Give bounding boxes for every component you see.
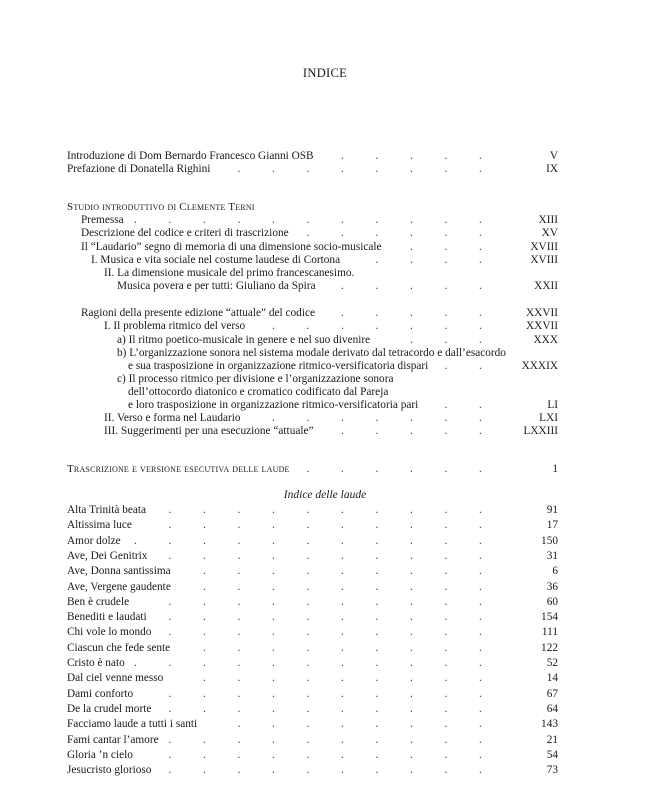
toc-page-number: LXXIII: [523, 425, 558, 437]
toc-entry-title: Cristo è nato: [67, 657, 125, 669]
toc-entry-title: Alta Trinità beata: [67, 504, 147, 516]
toc-page-number: 60: [546, 596, 558, 608]
dot-leader: . .: [444, 360, 482, 372]
toc-page-number: LI: [547, 399, 558, 411]
dot-leader: . . . . .: [341, 150, 482, 162]
laude-index-entry: [0, 687, 650, 701]
toc-entry-studio: [0, 279, 650, 293]
toc-entry-studio: [0, 319, 650, 333]
toc-entry-title: Ciascun che fede sente: [67, 642, 171, 654]
dot-leader: . . . . .: [341, 280, 482, 292]
toc-entry-title: Benediti e laudati: [67, 611, 147, 623]
laude-index-entry: [0, 625, 650, 639]
toc-entry-title: Studio introduttivo di Clemente Terni: [67, 201, 255, 213]
toc-page-number: LXI: [539, 412, 558, 424]
toc-entry-title: Prefazione di Donatella Righini: [67, 163, 211, 175]
toc-entry-title: De la crudel morte: [67, 703, 152, 715]
laude-index-entry: [0, 656, 650, 670]
toc-page-number: 14: [546, 672, 558, 684]
laude-index-entry: [0, 641, 650, 655]
toc-entry-prefazione: [0, 162, 650, 176]
toc-entry-title: Trascrizione e versione esecutiva delle laude: [67, 463, 290, 475]
laude-index-entry: [0, 702, 650, 716]
dot-leader: . . . . . . . .: [237, 718, 482, 730]
toc-entry-studio: [0, 424, 650, 438]
laude-index-entry: [0, 671, 650, 685]
section-heading-studio: [0, 200, 650, 214]
dot-leader: . . .: [410, 241, 482, 253]
toc-page-number: XVIII: [530, 241, 558, 253]
laude-index-entry: [0, 503, 650, 517]
dot-leader: . . . .: [375, 254, 482, 266]
toc-page-number: 36: [546, 581, 558, 593]
laude-index-title: Indice delle laude: [283, 489, 367, 501]
laude-index-entry: [0, 534, 650, 548]
toc-entry-studio: [0, 398, 650, 412]
toc-entry-title: Premessa: [81, 214, 124, 226]
toc-entry-title: Il “Laudario” segno di memoria di una dimensione socio-musicale: [81, 241, 382, 253]
toc-page-number: 122: [541, 642, 558, 654]
toc-entry-studio: [0, 372, 650, 386]
dot-leader: . . . . .: [341, 307, 482, 319]
dot-leader: . . . . . . . . . .: [168, 504, 482, 516]
toc-entry-studio: [0, 266, 650, 280]
toc-page-number: XVIII: [530, 254, 558, 266]
dot-leader: . . . . . . . . . .: [168, 734, 482, 746]
toc-entry-studio: [0, 385, 650, 399]
toc-entry-title: II. La dimensione musicale del primo francescanesimo.: [104, 267, 355, 279]
toc-entry-title: Fami cantar l’amore: [67, 734, 159, 746]
dot-leader: . . . . . . . . .: [203, 642, 482, 654]
laude-index-entry: [0, 549, 650, 563]
toc-page-number: XXII: [534, 280, 558, 292]
dot-leader: . . . . . . . . . .: [168, 519, 482, 531]
toc-entry-title: dell’ottocordo diatonico e cromatico codificato dal Pareja: [128, 386, 389, 398]
toc-page-number: 73: [546, 764, 558, 776]
toc-entry-title: Dal ciel venne messo: [67, 672, 164, 684]
toc-entry-title: Facciamo laude a tutti i santi: [67, 718, 198, 730]
toc-page-number: 64: [546, 703, 558, 715]
dot-leader: . . . . . . . . . .: [168, 596, 482, 608]
toc-page-number: 1: [552, 463, 558, 475]
toc-entry-studio: [0, 213, 650, 227]
toc-entry-title: Ave, Vergene gaudente: [67, 581, 171, 593]
dot-leader: . . . . . .: [306, 227, 482, 239]
toc-page-number: 17: [546, 519, 558, 531]
toc-entry-title: Chi vole lo mondo: [67, 626, 152, 638]
laude-index-entry: [0, 518, 650, 532]
toc-entry-title: e sua trasposizione in organizzazione ritmico-versificatoria dispari: [128, 360, 429, 372]
toc-page-number: 6: [552, 565, 558, 577]
dot-leader: . . . . . . . . . .: [168, 550, 482, 562]
dot-leader: . . . . . . . . . . .: [134, 535, 482, 547]
dot-leader: . . . . . . . . .: [203, 565, 482, 577]
toc-entry-title: Ragioni della presente edizione “attuale” del codice: [81, 307, 315, 319]
toc-entry-title: c) Il processo ritmico per divisione e l’organizzazione sonora: [117, 373, 394, 385]
dot-leader: . . . . . . .: [272, 412, 482, 424]
dot-leader: . . . . . . . . . . .: [134, 214, 482, 226]
toc-entry-title: Musica povera e per tutti: Giuliano da Spira: [117, 280, 316, 292]
toc-page-number: XXVII: [526, 320, 558, 332]
toc-entry-title: II. Verso e forma nel Laudario: [104, 412, 241, 424]
toc-entry-title: Jesucristo glorioso: [67, 764, 152, 776]
toc-page-number: 150: [541, 535, 558, 547]
toc-entry-title: Amor dolze: [67, 535, 121, 547]
dot-leader: . . . . . . . . . .: [168, 688, 482, 700]
dot-leader: . . . . . . . . . .: [168, 626, 482, 638]
toc-entry-title: Descrizione del codice e criteri di trascrizione: [81, 227, 289, 239]
toc-page-number: XV: [541, 227, 558, 239]
toc-page-number: 67: [546, 688, 558, 700]
dot-leader: . . . . . . . . . .: [168, 703, 482, 715]
toc-entry-studio: [0, 411, 650, 425]
toc-page-number: XXXIX: [521, 360, 558, 372]
laude-index-entry: [0, 564, 650, 578]
toc-page-number: XXVII: [526, 307, 558, 319]
dot-leader: . . . . . . . .: [237, 163, 482, 175]
toc-entry-title: Altissima luce: [67, 519, 132, 531]
dot-leader: . . . . . . . . . .: [168, 764, 482, 776]
page-title: INDICE: [302, 66, 348, 80]
toc-entry-studio: [0, 359, 650, 373]
toc-entry-title: b) L’organizzazione sonora nel sistema modale derivato dal tetracordo e dall’esacordo: [117, 347, 506, 359]
toc-entry-title: Dami conforto: [67, 688, 134, 700]
dot-leader: . . . . .: [341, 425, 482, 437]
toc-page-number: 52: [546, 657, 558, 669]
toc-page-number: 154: [541, 611, 558, 623]
dot-leader: . . . . . .: [306, 463, 482, 475]
toc-entry-title: III. Suggerimenti per una esecuzione “attuale”: [104, 425, 314, 437]
toc-entry-title: a) Il ritmo poetico-musicale in genere e nel suo divenire: [117, 334, 371, 346]
laude-index-entry: [0, 580, 650, 594]
laude-index-entry: [0, 748, 650, 762]
toc-page-number: 21: [546, 734, 558, 746]
section-heading-trascrizione: [0, 462, 650, 476]
toc-entry-title: Ave, Dei Genitrix: [67, 550, 148, 562]
toc-entry-title: Ave, Donna santissima: [67, 565, 171, 577]
toc-page-number: XIII: [538, 214, 558, 226]
toc-page-number: IX: [546, 163, 558, 175]
toc-page-number: 31: [546, 550, 558, 562]
toc-page-number: V: [549, 150, 558, 162]
toc-entry-title: Introduzione di Dom Bernardo Francesco Gianni OSB: [67, 150, 314, 162]
toc-entry-studio: [0, 253, 650, 267]
dot-leader: . . . . . . . . . . .: [134, 657, 482, 669]
dot-leader: . . . . . . . . . .: [168, 611, 482, 623]
toc-page-number: XXX: [533, 334, 558, 346]
laude-index-entry: [0, 733, 650, 747]
laude-index-entry: [0, 610, 650, 624]
dot-leader: . .: [444, 399, 482, 411]
toc-entry-title: e loro trasposizione in organizzazione ritmico-versificatoria pari: [128, 399, 419, 411]
dot-leader: . . . . . . . . .: [203, 581, 482, 593]
toc-entry-introduzione: [0, 149, 650, 163]
dot-leader: . . . . . . . . .: [203, 672, 482, 684]
toc-entry-studio: [0, 306, 650, 320]
toc-page-number: 111: [541, 626, 558, 638]
toc-page-number: 54: [546, 749, 558, 761]
dot-leader: . . . . . . . . . .: [168, 749, 482, 761]
toc-entry-studio: [0, 240, 650, 254]
toc-page-number: 91: [546, 504, 558, 516]
toc-entry-title: I. Musica e vita sociale nel costume laudese di Cortona: [91, 254, 341, 266]
laude-index-entry: [0, 763, 650, 777]
toc-entry-title: Gloria ’n cielo: [67, 749, 133, 761]
toc-entry-title: Ben è crudele: [67, 596, 130, 608]
laude-index-entry: [0, 595, 650, 609]
toc-entry-title: I. Il problema ritmico del verso: [104, 320, 246, 332]
toc-entry-studio: [0, 333, 650, 347]
dot-leader: . . . . . . .: [272, 320, 482, 332]
toc-entry-studio: [0, 346, 650, 360]
laude-index-entry: [0, 717, 650, 731]
toc-page-number: 143: [541, 718, 558, 730]
dot-leader: . . .: [410, 334, 482, 346]
toc-entry-studio: [0, 226, 650, 240]
